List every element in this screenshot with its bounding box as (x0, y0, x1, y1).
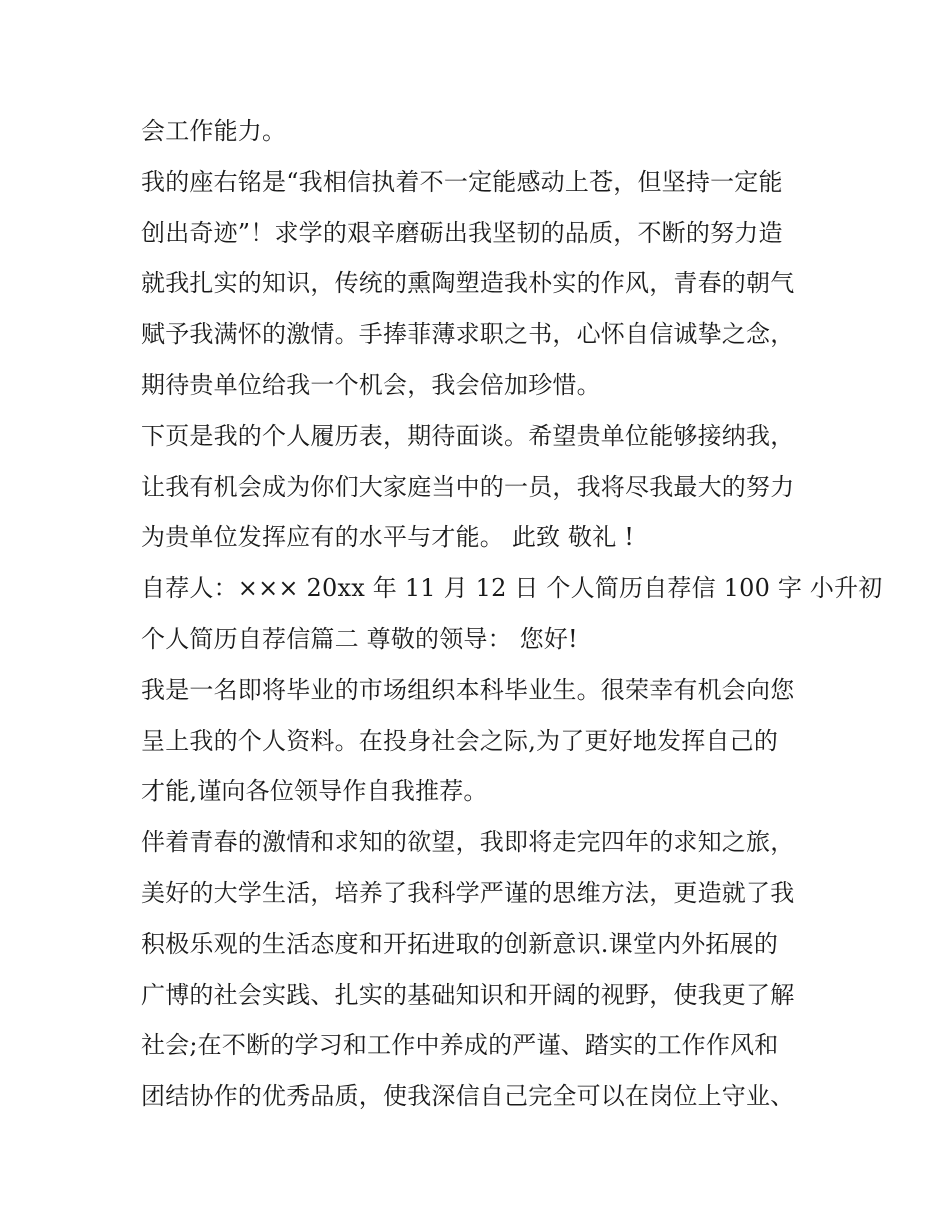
text-line: 期待贵单位给我一个机会，我会倍加珍惜。 (141, 370, 601, 399)
text-line: 我是一名即将毕业的市场组织本科毕业生。很荣幸有机会向您 (141, 675, 795, 704)
text-line: 为贵单位发挥应有的水平与才能。 此致 敬礼 ! (141, 523, 635, 552)
text-line: 我的座右铭是“我相信执着不一定能感动上苍，但坚持一定能 (141, 167, 783, 196)
text-line: 积极乐观的生活态度和开拓进取的创新意识.课堂内外拓展的 (141, 929, 779, 958)
text-line: 让我有机会成为你们大家庭当中的一员，我将尽我最大的努力 (141, 472, 795, 501)
text-line: 就我扎实的知识，传统的熏陶塑造我朴实的作风，青春的朝气 (141, 269, 795, 298)
text-line: 呈上我的个人资料。在投身社会之际,为了更好地发挥自己的 (141, 726, 779, 755)
text-line: 美好的大学生活，培养了我科学严谨的思维方法，更造就了我 (141, 878, 795, 907)
text-line: 下页是我的个人履历表，期待面谈。希望贵单位能够接纳我， (141, 421, 795, 450)
text-line: 才能,谨向各位领导作自我推荐。 (141, 777, 488, 806)
document-body (141, 106, 883, 1122)
text-line: 创出奇迹”！求学的艰辛磨砺出我坚韧的品质，不断的努力造 (141, 218, 783, 247)
text-line: 伴着青春的激情和求知的欲望，我即将走完四年的求知之旅， (141, 828, 795, 857)
text-line: 团结协作的优秀品质，使我深信自己完全可以在岗位上守业、 (141, 1082, 795, 1111)
text-line: 赋予我满怀的激情。手捧菲薄求职之书，心怀自信诚挚之念， (141, 320, 795, 349)
text-line: 广博的社会实践、扎实的基础知识和开阔的视野，使我更了解 (141, 980, 795, 1009)
text-line: 个人简历自荐信篇二 尊敬的领导： 您好! (141, 624, 578, 653)
text-line: 社会;在不断的学习和工作中养成的严谨、踏实的工作作风和 (141, 1031, 779, 1060)
text-line: 会工作能力。 (141, 117, 287, 145)
text-line: 自荐人：××× 20xx 年 11 月 12 日 个人简历自荐信 100 字 小升初 (141, 574, 883, 603)
